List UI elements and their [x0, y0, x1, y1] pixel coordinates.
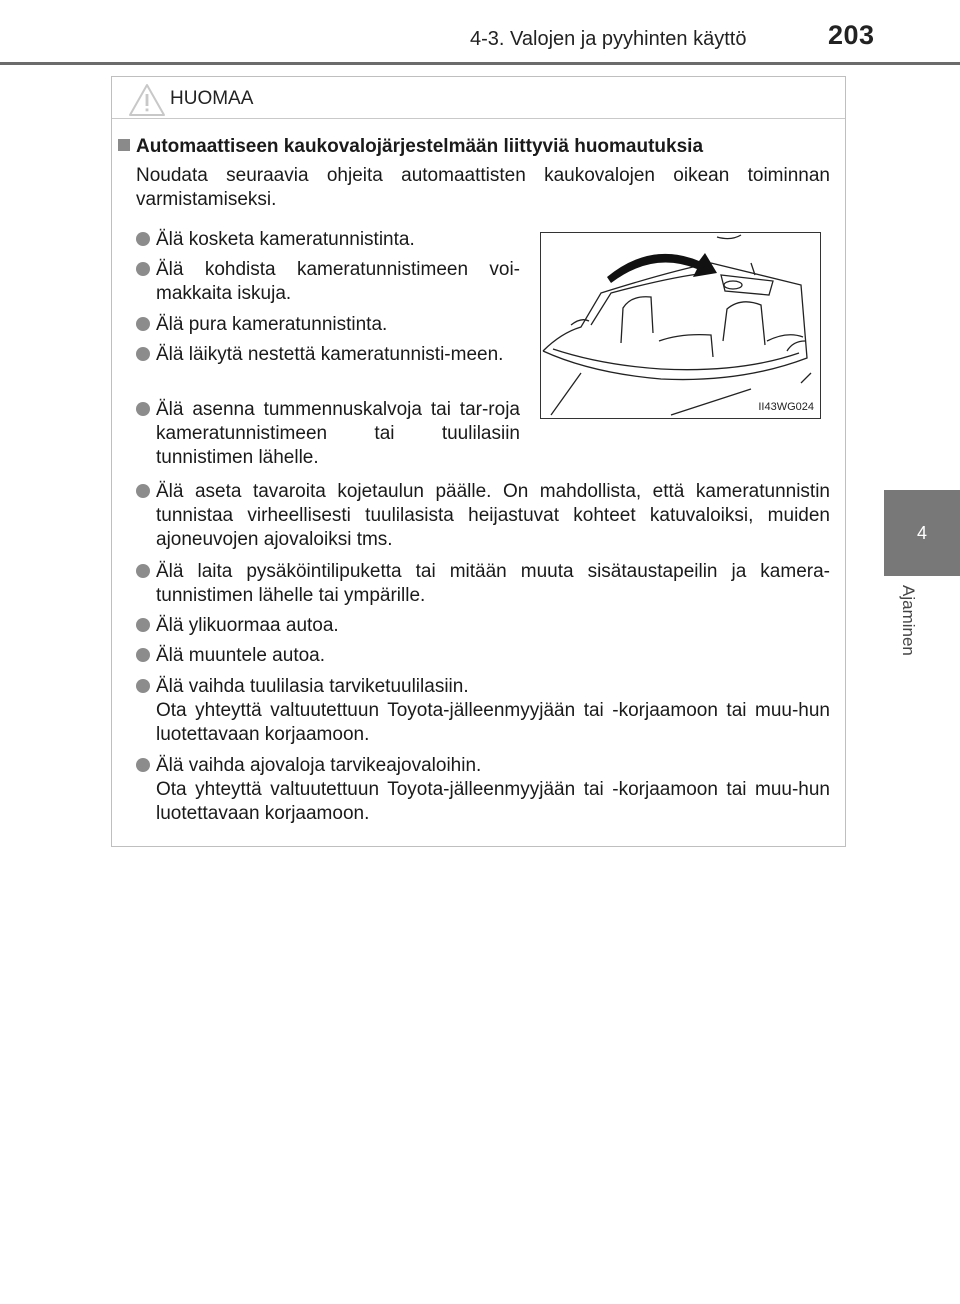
section-heading-text: Automaattiseen kaukovalojärjestelmään liittyviä huomautuksia	[136, 136, 704, 157]
section-title: 4-3. Valojen ja pyyhinten käyttö	[470, 28, 747, 50]
list-item: Älä muuntele autoa.	[136, 644, 830, 668]
chapter-name: Ajaminen	[899, 585, 918, 656]
list-item: Älä laita pysäköintilipuketta tai mitään muuta sisätaustapeilin ja kamera-tunnistimen lähelle tai ympärille.	[136, 560, 830, 608]
list-item: Älä ylikuormaa autoa.	[136, 614, 830, 638]
page-number: 203	[828, 20, 875, 50]
bullet-icon	[136, 402, 150, 416]
list-item: Älä aseta tavaroita kojetaulun päälle. On mahdollista, että kameratunnistin tunnistaa virheellisesti tuulilasista heijastuvat kohteet katuvaloiksi, muiden ajoneuvojen ajovaloiksi tms.	[136, 480, 830, 552]
bullet-icon	[136, 347, 150, 361]
list-item: Älä asenna tummennuskalvoja tai tar-roja kameratunnistimeen tai tuulilasiin tunnistimen lähelle.	[136, 398, 520, 470]
bullet-icon	[136, 679, 150, 693]
chapter-number: 4	[916, 522, 927, 543]
list-item: Älä pura kameratunnistinta.	[136, 313, 520, 337]
bullet-icon	[136, 232, 150, 246]
bullet-icon	[136, 758, 150, 772]
bullet-icon	[136, 317, 150, 331]
list-item: Älä kosketa kameratunnistinta.	[136, 228, 520, 252]
header-divider	[0, 62, 960, 65]
intro-paragraph: Noudata seuraavia ohjeita automaattisten kaukovalojen oikean toiminnan varmistamiseksi.	[136, 165, 830, 210]
square-bullet-icon	[118, 139, 130, 151]
list-item: Älä läikytä nestettä kameratunnisti-meen.	[136, 343, 520, 367]
list-item: Älä vaihda tuulilasia tarviketuulilasiin. Ota yhteyttä valtuutettuun Toyota-jälleenmyyjään tai -korjaamoon tai muu-hun luotettavaan korjaamoon.	[136, 675, 830, 747]
warning-triangle-icon	[128, 83, 166, 117]
bullet-icon	[136, 262, 150, 276]
list-item: Älä vaihda ajovaloja tarvikeajovaloihin. Ota yhteyttä valtuutettuun Toyota-jälleenmyyjään tai -korjaamoon tai muu-hun luotettavaan korjaamoon.	[136, 754, 830, 826]
camera-sensor-illustration	[540, 232, 821, 419]
chapter-tab	[884, 490, 960, 576]
bullet-icon	[136, 564, 150, 578]
section-heading	[118, 136, 703, 158]
bullet-icon	[136, 648, 150, 662]
bullet-icon	[136, 484, 150, 498]
figure-code: II43WG024	[758, 401, 814, 413]
notice-header	[112, 77, 845, 119]
bullet-icon	[136, 618, 150, 632]
notice-title: HUOMAA	[170, 88, 254, 109]
list-item: Älä kohdista kameratunnistimeen voi-makkaita iskuja.	[136, 258, 520, 306]
windshield-drawing	[541, 233, 820, 418]
